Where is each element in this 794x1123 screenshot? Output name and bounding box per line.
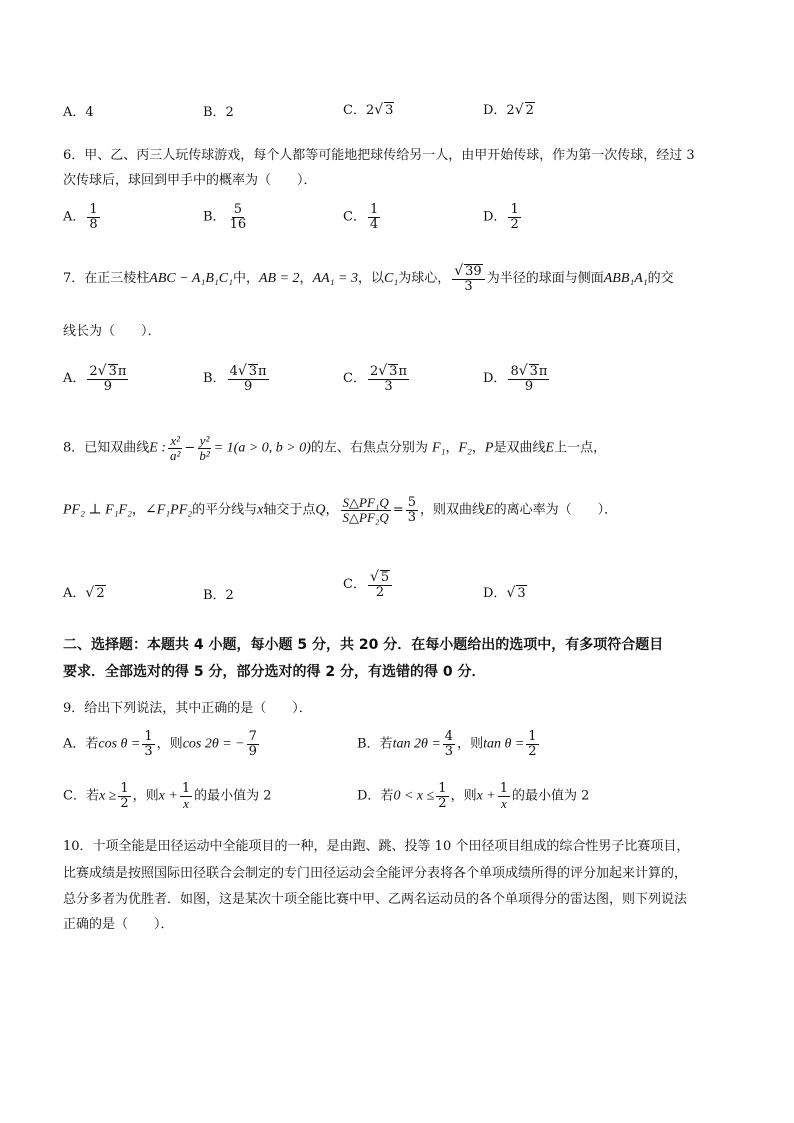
q7-stem-line2: 线长为（ ）． [63,324,161,339]
q7-stem-line1: 7．在正三棱柱ABC − A₁B₁C₁中，AB = 2，AA₁ = 3，以C₁为球心， $\frac{√ 39}{3}$ 为半径的球面与侧面ABB₁A₁的交 [63,263,674,294]
q6-stem-line2: 次传球后，球回到甲手中的概率为（ ）． [63,173,317,188]
section2-instructions-line2: 要求．全部选对的得 5 分，部分选对的得 2 分，有选错的得 0 分． [63,664,486,680]
q7-option-c: C． $\frac{2√ 3\pi}{3}$ [343,363,407,394]
q9-stem: 9．给出下列说法，其中正确的是（ ）． [63,701,312,716]
q5-option-c: C．2√ 3 [343,102,394,118]
q8-option-b: B．2 [203,588,234,603]
q10-stem-line4: 正确的是（ ）． [63,917,174,932]
q5-option-d: D．2√ 2 [483,102,534,118]
q5-option-a: A．4 [63,105,94,120]
q6-option-a: A． $\frac{1}{8}$ [63,202,98,232]
q10-stem-line2: 比赛成绩是按照国际田径联合会制定的专门田径运动会全能评分表将各个单项成绩所得的评分加起来计算的， [63,866,688,881]
q10-stem-line1: 10．十项全能是田径运动中全能项目的一种，是由跑、跳、投等 10 个田径项目组成的综合性男子比赛项目， [63,839,690,854]
q9-option-c: C．若x ≥ $\frac{1}{2}$ ，则x + $\frac{1}{x}$ 的最小值为 2 [63,781,272,811]
q6-option-b: B． $\frac{5}{16}$ [203,202,247,232]
q6-option-d: D． $\frac{1}{2}$ [483,202,519,232]
q7-option-b: B． $\frac{4√ 3\pi}{9}$ [203,363,267,394]
q8-option-c: C． $\frac{√ 5}{2}$ [343,570,394,599]
q8-option-d: D．√ 3 [483,585,526,601]
q6-stem-line1: 6．甲、乙、丙三人玩传球游戏，每个人都等可能地把球传给另一人，由甲开始传球，作为第一次传球，经过 3 [63,148,695,163]
q9-option-a: A．若cos θ = $\frac{1}{3}$ ，则cos 2θ = − $\frac{7}{9}$ [63,729,257,759]
q6-option-c: C． $\frac{1}{4}$ [343,202,379,232]
q7-option-a: A． $\frac{2√ 3\pi}{9}$ [63,363,127,394]
q8-stem-line1: 8．已知双曲线E : $\frac{\text{x²}}{\text{a²}}$ − $\frac{\text{y²}}{\text{b²}}$ = 1(a > 0, b > 0)的左、右焦点分别为 F₁，F₂，P是双曲线E上一点， [63,433,607,463]
q9-option-d: D．若0 < x ≤ $\frac{1}{2}$ ，则x + $\frac{1}{x}$ 的最小值为 2 [357,781,590,811]
q9-option-b: B．若tan 2θ = $\frac{4}{3}$ ，则tan θ = $\frac{1}{2}$ [357,729,537,759]
q8-stem-line2: PF₂ ⊥ F₁F₂，∠F₁PF₂的平分线与x轴交于点Q， $\frac{\text{S△PF₁Q}}{\text{S△PF₂Q}}$ = $\frac{5}{3}$ ，则双曲线E的离心率为（ ）． [63,495,618,525]
q5-option-b: B．2 [203,105,234,120]
section2-instructions-line1: 二、选择题：本题共 4 小题，每小题 5 分，共 20 分．在每小题给出的选项中，有多项符合题目 [63,637,664,653]
q8-option-a: A．√ 2 [63,585,105,601]
q10-stem-line3: 总分多者为优胜者．如图，这是某次十项全能比赛中甲、乙两名运动员的各个单项得分的雷达图，则下列说法 [63,892,688,907]
q7-option-d: D． $\frac{8√ 3\pi}{9}$ [483,363,548,394]
